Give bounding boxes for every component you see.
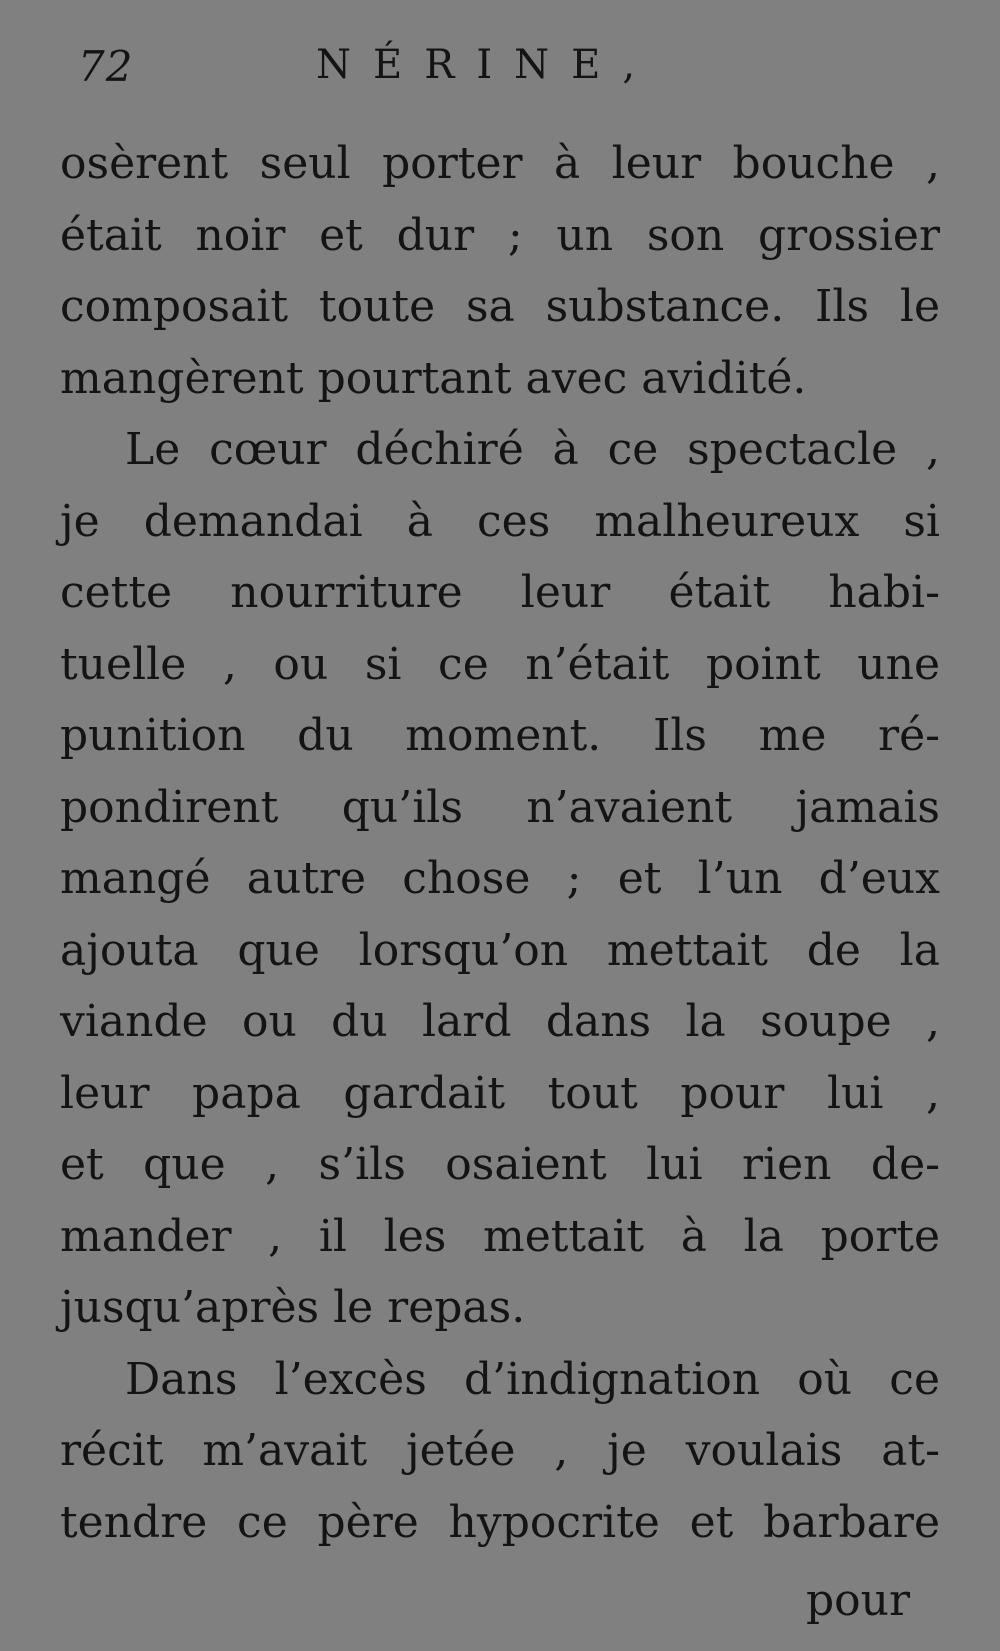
text-line: punition du moment. Ils me ré- (60, 710, 940, 761)
body-text (60, 128, 940, 1558)
page-number: 72 (78, 42, 134, 91)
text-line: ajouta que lorsqu’on mettait de la (60, 924, 940, 976)
text-line: jusqu’après le repas. (60, 1282, 526, 1333)
text-line: mangé autre chose ; et l’un d’eux (60, 853, 940, 904)
text-line: leur papa gardait tout pour lui , (60, 1067, 940, 1119)
text-line: tuelle , ou si ce n’était point une (60, 638, 940, 690)
text-line: tendre ce père hypocrite et barbare (60, 1496, 940, 1548)
page-header (78, 42, 718, 112)
text-line: mangèrent pourtant avec avidité. (60, 352, 807, 404)
text-line: était noir et dur ; un son grossier (60, 209, 940, 261)
catchword: pour (805, 1575, 910, 1626)
paragraph-start-line: Dans l’excès d’indignation où ce (125, 1353, 940, 1405)
text-line: et que , s’ils osaient lui rien de- (60, 1139, 940, 1190)
paragraph-start-line: Le cœur déchiré à ce spectacle , (125, 424, 940, 475)
text-line: osèrent seul porter à leur bouche , (60, 138, 940, 189)
text-line: mander , il les mettait à la porte (60, 1210, 940, 1262)
text-line: pondirent qu’ils n’avaient jamais (60, 781, 940, 833)
text-line: cette nourriture leur était habi- (60, 567, 940, 618)
text-line: viande ou du lard dans la soupe , (60, 996, 940, 1047)
text-line: je demandai à ces malheureux si (60, 495, 940, 547)
text-line: récit m’avait jetée , je voulais at- (60, 1425, 940, 1476)
text-line: composait toute sa substance. Ils le (60, 281, 940, 332)
running-title: NÉRINE, (316, 42, 658, 88)
